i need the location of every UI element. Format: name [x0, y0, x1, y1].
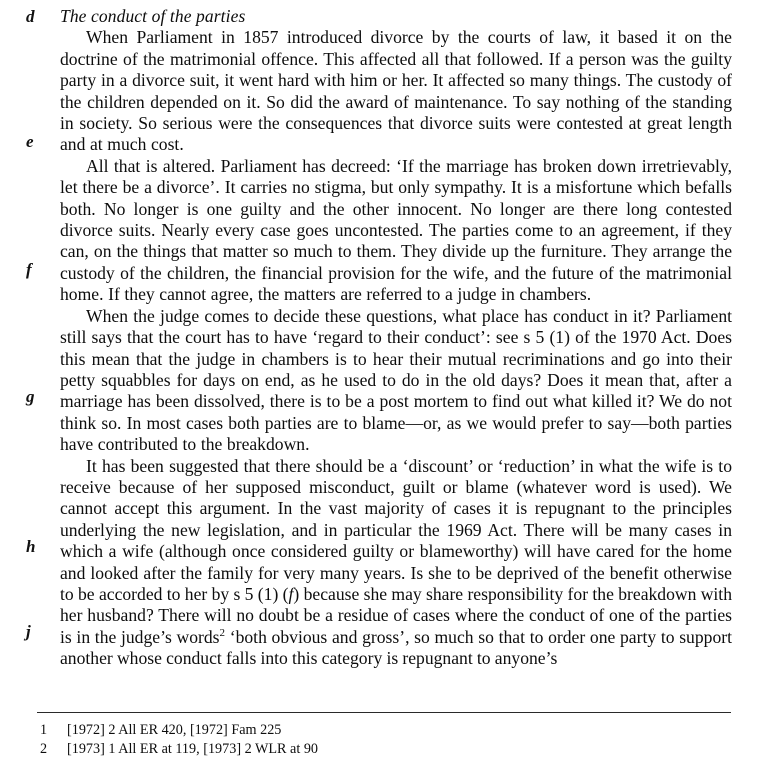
paragraph-2: All that is altered. Parliament has decreed: ‘If the marriage has broken down irretrievably, let there be a divorce’. It carries no stigma, but only sympathy. It is a misfortune which befalls both. No longer is one guilty and the other innocent. No longer are there long contested divorce suits. Nearly every case goes uncontested. The parties come to an agreement, if they can, on the things that matter so much to them. They divide up the furniture. They arrange the custody of the children, the financial provision for the wife, and the future of the matrimonial home. If they cannot agree, the matters are referred to a judge in chambers. [60, 155, 732, 305]
footnote-citation: [1972] 2 All ER 420, [1972] Fam 225 [67, 722, 282, 738]
margin-letter-g: g [26, 387, 35, 406]
paragraph-4 [60, 456, 732, 670]
margin-letter-f: f [26, 260, 32, 279]
paragraph-4-mid-text: because she may share responsibility for the breakdown with her husband? There will no doubt be a residue of cases where the conduct of one of the parties is in the judge’s words [60, 583, 732, 647]
body-text-column [60, 0, 732, 669]
footnote-list [40, 721, 730, 759]
footnote-number: 1 [40, 722, 48, 738]
paragraph-4-lead-text: It has been suggested that there should be a ‘discount’ or ‘reduction’ in what the wife is to receive because of her supposed misconduct, guilt or blame (whatever word is used). We cannot accept this argument. In the vast majority of cases it is repugnant to the principles underlying the new legislation, and in particular the 1969 Act. There will be many cases in which a wife (although once considered guilty or blameworthy) will have cared for the home and looked after the family for very many years. Is she to be deprived of the benefit otherwise to be accorded to her by [60, 455, 732, 604]
footnote-item [40, 740, 730, 759]
margin-letter-d: d [26, 7, 35, 26]
statute-reference-close: ) [293, 583, 304, 604]
footnote-separator-rule [37, 712, 731, 713]
footnote-number: 2 [40, 741, 48, 757]
margin-letter-e: e [26, 132, 34, 151]
statute-reference-subsection: f [288, 583, 294, 604]
margin-letter-column [0, 0, 56, 770]
section-heading: The conduct of the parties [60, 6, 246, 26]
footnote-marker-2: 2 [219, 626, 226, 639]
paragraph-1: When Parliament in 1857 introduced divorce by the courts of law, it based it on the doctrine of the matrimonial offence. This affected all that followed. If a person was the guilty party in a divorce suit, it went hard with him or her. It affected so many things. The custody of the children depended on it. So did the award of maintenance. To say nothing of the standing in society. So serious were the consequences that divorce suits were contested at great length and at much cost. [60, 27, 732, 155]
footnote-citation: [1973] 1 All ER at 119, [1973] 2 WLR at 90 [67, 741, 319, 757]
paragraph-3: When the judge comes to decide these questions, what place has conduct in it? Parliament still says that the court has to have ‘regard to their conduct’: see s 5 (1) of the 1970 Act. Does this mean that the judge in chambers is to hear their mutual recriminations and go into their petty squabbles for days on end, as he used to do in the old days? Does it mean that, after a marriage has been dissolved, there is to be a post mortem to find out what killed it? We do not think so. In most cases both parties are to blame—or, as we would prefer to say—both parties have contributed to the breakdown. [60, 305, 732, 455]
paragraph-4-tail-text: ‘both obvious and gross’, so much so that to order one party to support another whose conduct falls into this category is repugnant to anyone’s [60, 626, 732, 669]
margin-letter-j: j [26, 622, 31, 641]
statute-reference: s 5 (1) ( [233, 583, 289, 604]
footnote-item [40, 721, 730, 740]
margin-letter-h: h [26, 537, 36, 556]
